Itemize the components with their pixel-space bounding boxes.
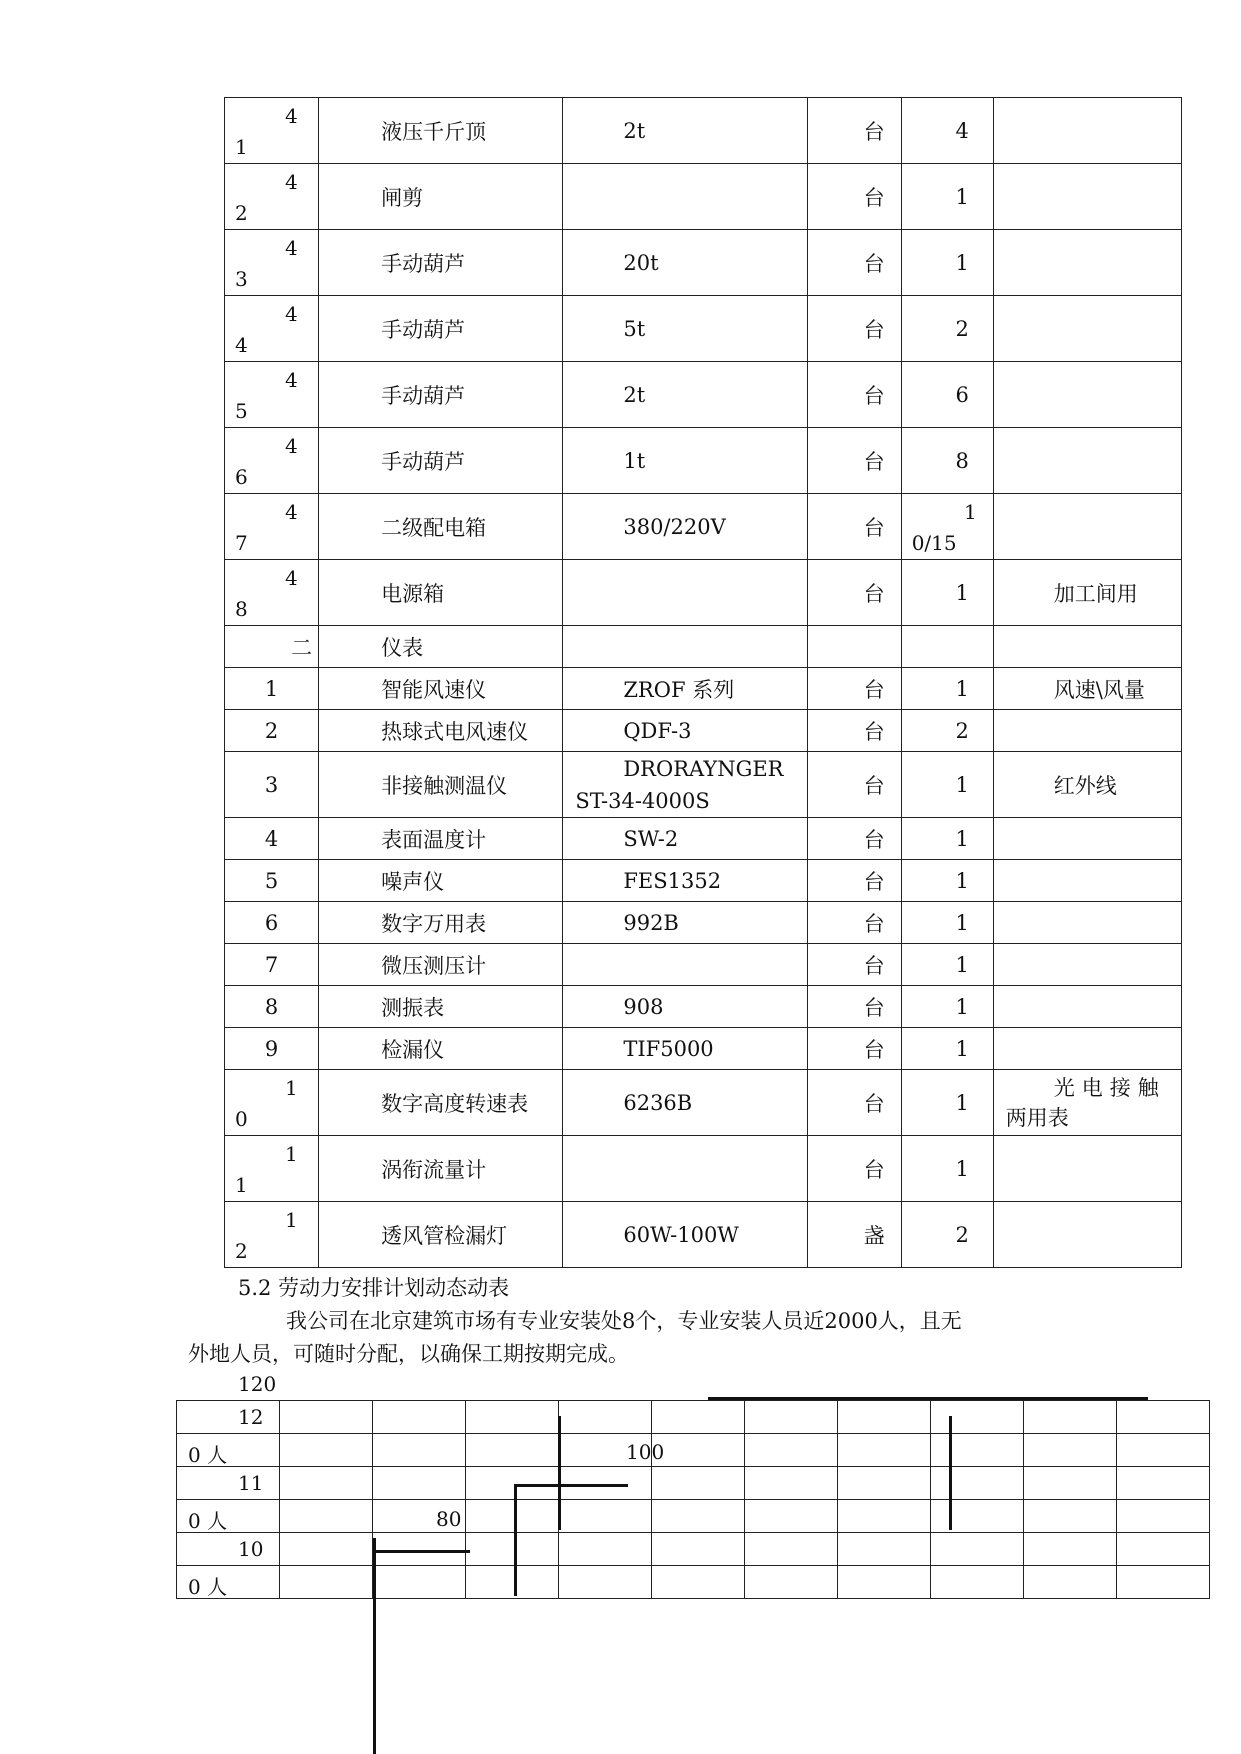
item-spec — [563, 164, 807, 230]
row-number-top: 4 — [285, 236, 298, 260]
item-unit: 台 — [807, 902, 901, 944]
row-number — [225, 98, 319, 164]
section-name: 仪表 — [319, 626, 563, 668]
grid-cell — [652, 1533, 745, 1566]
item-remark: 加工间用 — [993, 560, 1181, 626]
row-number: 6 — [225, 902, 319, 944]
empty-cell — [563, 626, 807, 668]
y-axis-label: 11 — [238, 1471, 264, 1495]
item-qty: 2 — [901, 296, 993, 362]
table-row — [225, 710, 1182, 752]
spec-line-2: ST-34-4000S — [575, 788, 710, 813]
item-unit: 台 — [807, 944, 901, 986]
item-qty: 6 — [901, 362, 993, 428]
item-unit: 台 — [807, 1028, 901, 1070]
item-spec: 1t — [563, 428, 807, 494]
remark-line-2: 两用表 — [1005, 1105, 1069, 1130]
item-spec: QDF-3 — [563, 710, 807, 752]
item-qty: 1 — [901, 230, 993, 296]
row-number-top: 4 — [285, 500, 298, 524]
grid-cell — [838, 1401, 931, 1434]
row-number-top: 4 — [285, 302, 298, 326]
item-remark — [993, 818, 1181, 860]
row-number-top: 4 — [285, 434, 298, 458]
item-unit: 台 — [807, 668, 901, 710]
row-number-top: 1 — [285, 1208, 298, 1232]
row-number-top: 4 — [285, 566, 298, 590]
grid-cell — [280, 1500, 373, 1533]
item-qty: 4 — [901, 98, 993, 164]
equipment-table — [224, 97, 1182, 1268]
grid-cell — [466, 1533, 559, 1566]
grid-cell — [1117, 1566, 1210, 1599]
section-row — [225, 626, 1182, 668]
grid-cell — [559, 1566, 652, 1599]
section-heading: 5.2 劳动力安排计划动态动表 — [238, 1276, 510, 1300]
grid-cell — [559, 1533, 652, 1566]
row-number-bottom: 7 — [235, 531, 248, 555]
item-name: 涡衔流量计 — [319, 1136, 563, 1202]
grid-cell — [373, 1566, 466, 1599]
item-qty: 1 — [901, 1136, 993, 1202]
row-number — [225, 560, 319, 626]
item-unit: 台 — [807, 230, 901, 296]
section-number: 二 — [225, 626, 319, 668]
chart-grid — [176, 1400, 1210, 1599]
item-remark — [993, 230, 1181, 296]
item-unit: 台 — [807, 428, 901, 494]
item-qty: 1 — [901, 818, 993, 860]
grid-cell — [280, 1401, 373, 1434]
row-number — [225, 296, 319, 362]
item-unit: 台 — [807, 986, 901, 1028]
table-row — [225, 944, 1182, 986]
item-unit: 台 — [807, 1136, 901, 1202]
item-remark — [993, 428, 1181, 494]
item-remark — [993, 296, 1181, 362]
grid-cell — [466, 1467, 559, 1500]
grid-cell — [931, 1566, 1024, 1599]
item-qty: 1 — [901, 560, 993, 626]
item-qty: 1 — [901, 1028, 993, 1070]
item-unit: 台 — [807, 494, 901, 560]
grid-cell — [1024, 1401, 1117, 1434]
item-name: 非接触测温仪 — [319, 752, 563, 818]
item-unit: 台 — [807, 752, 901, 818]
row-number-top: 4 — [285, 170, 298, 194]
item-qty: 2 — [901, 710, 993, 752]
grid-cell — [838, 1467, 931, 1500]
item-name: 手动葫芦 — [319, 230, 563, 296]
item-qty: 1 — [901, 986, 993, 1028]
item-name: 二级配电箱 — [319, 494, 563, 560]
item-qty: 1 — [901, 164, 993, 230]
table-row — [225, 494, 1182, 560]
item-spec: 992B — [563, 902, 807, 944]
item-remark: 风速\风量 — [993, 668, 1181, 710]
row-number — [225, 362, 319, 428]
grid-cell — [1117, 1533, 1210, 1566]
item-qty: 2 — [901, 1202, 993, 1268]
grid-cell — [838, 1434, 931, 1467]
grid-cell — [373, 1401, 466, 1434]
grid-row — [177, 1401, 1210, 1434]
grid-cell — [652, 1500, 745, 1533]
row-number — [225, 230, 319, 296]
item-spec: 20t — [563, 230, 807, 296]
spec-line-1: DRORAYNGER — [623, 756, 784, 781]
grid-cell — [931, 1533, 1024, 1566]
row-number: 9 — [225, 1028, 319, 1070]
point-label-100: 100 — [626, 1440, 665, 1464]
grid-cell — [745, 1500, 838, 1533]
row-number-bottom: 6 — [235, 465, 248, 489]
grid-cell — [745, 1566, 838, 1599]
grid-cell — [1024, 1566, 1117, 1599]
row-number-bottom: 2 — [235, 201, 248, 225]
grid-cell — [466, 1566, 559, 1599]
grid-cell — [931, 1401, 1024, 1434]
item-name: 热球式电风速仪 — [319, 710, 563, 752]
grid-cell — [745, 1434, 838, 1467]
grid-cell — [838, 1500, 931, 1533]
item-remark — [993, 1202, 1181, 1268]
grid-cell — [652, 1467, 745, 1500]
table-row — [225, 1202, 1182, 1268]
grid-cell — [1024, 1434, 1117, 1467]
y-axis-label: 0 人 — [188, 1509, 228, 1533]
row-number: 3 — [225, 752, 319, 818]
grid-cell — [838, 1566, 931, 1599]
row-number-bottom: 0 — [235, 1107, 248, 1131]
row-number — [225, 164, 319, 230]
item-spec: FES1352 — [563, 860, 807, 902]
item-name: 闸剪 — [319, 164, 563, 230]
item-qty: 1 — [901, 668, 993, 710]
grid-cell — [652, 1566, 745, 1599]
item-spec: 60W-100W — [563, 1202, 807, 1268]
item-spec: 5t — [563, 296, 807, 362]
item-unit: 台 — [807, 710, 901, 752]
item-remark — [993, 1136, 1181, 1202]
series-line — [514, 1484, 517, 1596]
row-number — [225, 1136, 319, 1202]
item-unit: 盏 — [807, 1202, 901, 1268]
table-row — [225, 1070, 1182, 1136]
table-row — [225, 752, 1182, 818]
qty-bottom: 0/15 — [911, 531, 957, 555]
table-row — [225, 362, 1182, 428]
grid-cell — [466, 1401, 559, 1434]
item-spec: 2t — [563, 98, 807, 164]
grid-cell — [745, 1401, 838, 1434]
paragraph-line-1: 我公司在北京建筑市场有专业安装处8个，专业安装人员近2000人，且无 — [286, 1309, 962, 1333]
remark-line-1: 光电接触 — [1053, 1075, 1166, 1100]
grid-cell — [373, 1434, 466, 1467]
item-spec: SW-2 — [563, 818, 807, 860]
grid-cell — [466, 1500, 559, 1533]
table-row — [225, 296, 1182, 362]
item-qty: 1 — [901, 860, 993, 902]
row-number — [225, 1202, 319, 1268]
series-line — [558, 1416, 561, 1530]
table-row — [225, 902, 1182, 944]
item-name: 数字高度转速表 — [319, 1070, 563, 1136]
y-axis-label: 12 — [238, 1405, 264, 1429]
grid-cell — [652, 1434, 745, 1467]
series-line — [374, 1550, 470, 1553]
grid-cell — [280, 1434, 373, 1467]
grid-cell — [177, 1533, 280, 1566]
item-unit: 台 — [807, 1070, 901, 1136]
row-number: 2 — [225, 710, 319, 752]
row-number: 7 — [225, 944, 319, 986]
item-name: 表面温度计 — [319, 818, 563, 860]
item-name: 液压千斤顶 — [319, 98, 563, 164]
item-qty: 1 — [901, 1070, 993, 1136]
table-row — [225, 98, 1182, 164]
grid-row — [177, 1467, 1210, 1500]
table-row — [225, 668, 1182, 710]
grid-cell — [280, 1566, 373, 1599]
grid-cell — [177, 1467, 280, 1500]
grid-cell — [652, 1401, 745, 1434]
item-unit: 台 — [807, 164, 901, 230]
item-spec: 908 — [563, 986, 807, 1028]
item-remark — [993, 986, 1181, 1028]
item-qty — [901, 494, 993, 560]
item-name: 手动葫芦 — [319, 296, 563, 362]
row-number-bottom: 8 — [235, 597, 248, 621]
row-number-top: 4 — [285, 104, 298, 128]
grid-row — [177, 1533, 1210, 1566]
table-row — [225, 1028, 1182, 1070]
item-remark — [993, 1070, 1181, 1136]
row-number: 1 — [225, 668, 319, 710]
grid-cell — [745, 1467, 838, 1500]
row-number: 4 — [225, 818, 319, 860]
grid-cell — [838, 1533, 931, 1566]
grid-cell — [745, 1533, 838, 1566]
grid-cell — [559, 1401, 652, 1434]
item-spec — [563, 1136, 807, 1202]
row-number: 5 — [225, 860, 319, 902]
item-spec — [563, 560, 807, 626]
y-axis-label: 10 — [238, 1537, 264, 1561]
grid-cell — [177, 1401, 280, 1434]
row-number — [225, 428, 319, 494]
item-name: 手动葫芦 — [319, 428, 563, 494]
item-spec: 2t — [563, 362, 807, 428]
item-spec — [563, 944, 807, 986]
row-number-bottom: 3 — [235, 267, 248, 291]
item-unit: 台 — [807, 860, 901, 902]
grid-cell — [1117, 1434, 1210, 1467]
grid-cell — [466, 1434, 559, 1467]
item-name: 数字万用表 — [319, 902, 563, 944]
empty-cell — [901, 626, 993, 668]
grid-cell — [931, 1467, 1024, 1500]
y-axis-label: 0 人 — [188, 1575, 228, 1599]
item-qty: 1 — [901, 752, 993, 818]
row-number — [225, 1070, 319, 1136]
item-qty: 8 — [901, 428, 993, 494]
grid-cell — [1117, 1500, 1210, 1533]
item-remark — [993, 944, 1181, 986]
row-number-bottom: 1 — [235, 1173, 248, 1197]
item-name: 透风管检漏灯 — [319, 1202, 563, 1268]
row-number-top: 1 — [285, 1142, 298, 1166]
grid-cell — [373, 1467, 466, 1500]
table-row — [225, 428, 1182, 494]
item-unit: 台 — [807, 98, 901, 164]
row-number-bottom: 4 — [235, 333, 248, 357]
row-number-top: 4 — [285, 368, 298, 392]
item-remark — [993, 710, 1181, 752]
item-remark: 红外线 — [993, 752, 1181, 818]
series-line — [514, 1484, 628, 1487]
series-line — [373, 1538, 376, 1754]
table-row — [225, 1136, 1182, 1202]
item-remark — [993, 164, 1181, 230]
item-name: 测振表 — [319, 986, 563, 1028]
item-spec: ZROF 系列 — [563, 668, 807, 710]
empty-cell — [993, 626, 1181, 668]
grid-cell — [1117, 1401, 1210, 1434]
grid-row — [177, 1500, 1210, 1533]
item-name: 检漏仪 — [319, 1028, 563, 1070]
grid-row — [177, 1566, 1210, 1599]
series-line-top — [708, 1397, 1148, 1400]
grid-cell — [1024, 1533, 1117, 1566]
empty-cell — [807, 626, 901, 668]
y-axis-label-top: 120 — [238, 1372, 277, 1396]
item-remark — [993, 1028, 1181, 1070]
table-row — [225, 164, 1182, 230]
y-axis-label: 0 人 — [188, 1443, 228, 1467]
item-unit: 台 — [807, 296, 901, 362]
qty-top: 1 — [964, 500, 977, 524]
item-spec: TIF5000 — [563, 1028, 807, 1070]
item-remark — [993, 860, 1181, 902]
grid-cell — [1024, 1500, 1117, 1533]
item-name: 噪声仪 — [319, 860, 563, 902]
row-number-bottom: 1 — [235, 135, 248, 159]
grid-cell — [280, 1533, 373, 1566]
series-line — [949, 1416, 952, 1530]
item-qty: 1 — [901, 902, 993, 944]
grid-cell — [373, 1533, 466, 1566]
item-spec: 6236B — [563, 1070, 807, 1136]
item-unit: 台 — [807, 560, 901, 626]
point-label-80: 80 — [436, 1507, 462, 1531]
table-row — [225, 818, 1182, 860]
item-remark — [993, 494, 1181, 560]
row-number-top: 1 — [285, 1076, 298, 1100]
row-number: 8 — [225, 986, 319, 1028]
item-spec — [563, 752, 807, 818]
item-name: 微压测压计 — [319, 944, 563, 986]
table-row — [225, 860, 1182, 902]
paragraph-line-2: 外地人员，可随时分配，以确保工期按期完成。 — [188, 1342, 629, 1366]
item-qty: 1 — [901, 944, 993, 986]
grid-row — [177, 1434, 1210, 1467]
row-number-bottom: 2 — [235, 1239, 248, 1263]
item-spec: 380/220V — [563, 494, 807, 560]
item-unit: 台 — [807, 818, 901, 860]
table-row — [225, 560, 1182, 626]
grid-cell — [931, 1434, 1024, 1467]
grid-cell — [931, 1500, 1024, 1533]
grid-cell — [280, 1467, 373, 1500]
item-name: 电源箱 — [319, 560, 563, 626]
item-name: 智能风速仪 — [319, 668, 563, 710]
grid-cell — [1117, 1467, 1210, 1500]
item-name: 手动葫芦 — [319, 362, 563, 428]
grid-cell — [559, 1500, 652, 1533]
row-number-bottom: 5 — [235, 399, 248, 423]
grid-cell — [1024, 1467, 1117, 1500]
grid-cell — [559, 1467, 652, 1500]
item-remark — [993, 902, 1181, 944]
row-number — [225, 494, 319, 560]
item-remark — [993, 98, 1181, 164]
table-row — [225, 230, 1182, 296]
item-remark — [993, 362, 1181, 428]
table-row — [225, 986, 1182, 1028]
item-unit: 台 — [807, 362, 901, 428]
